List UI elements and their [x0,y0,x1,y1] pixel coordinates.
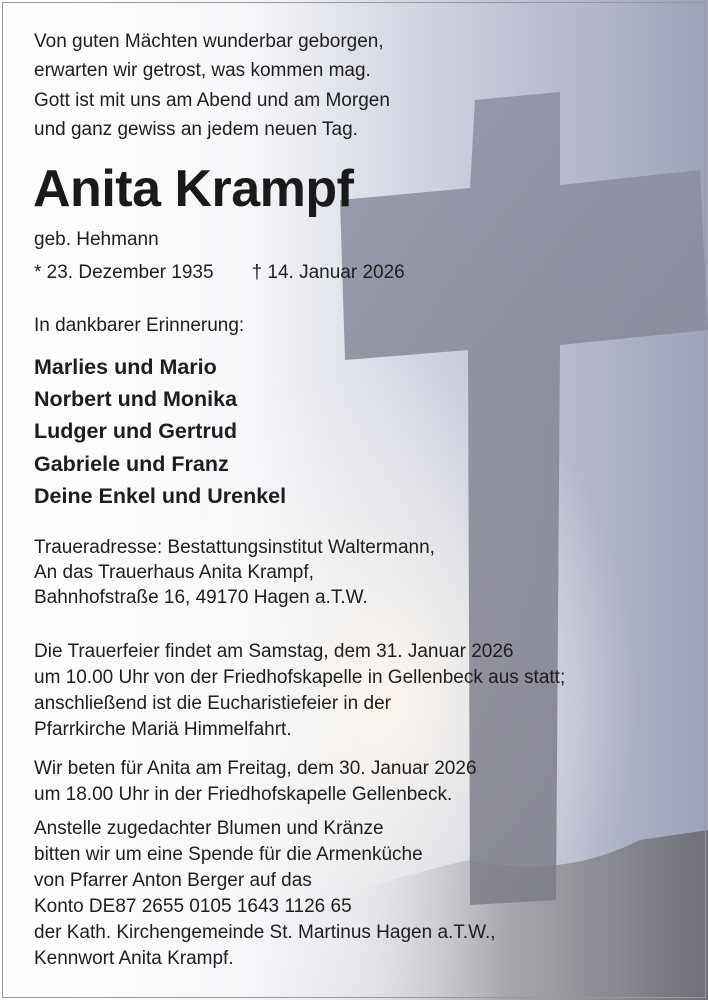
poem-line: und ganz gewiss an jedem neuen Tag. [34,119,358,140]
mourner: Norbert und Monika [34,387,238,411]
funeral-line: um 10.00 Uhr von der Friedhofskapelle in Gellenbeck aus statt; [34,667,566,688]
funeral-line: anschließend ist die Eucharistiefeier in der [34,693,391,714]
donation-line: der Kath. Kirchengemeinde St. Martinus Hagen a.T.W., [34,922,496,943]
prayer-line: Wir beten für Anita am Freitag, dem 30. Januar 2026 [34,758,477,779]
death-date: † 14. Januar 2026 [251,262,405,283]
mourner: Gabriele und Franz [34,452,229,476]
funeral-line: Pfarrkirche Mariä Himmelfahrt. [34,719,292,740]
donation-line: Anstelle zugedachter Blumen und Kränze [34,818,384,839]
donation-line: von Pfarrer Anton Berger auf das [34,870,312,891]
remembrance-intro: In dankbarer Erinnerung: [34,315,245,336]
mourner: Deine Enkel und Urenkel [34,484,287,508]
poem-line: Von guten Mächten wunderbar geborgen, [34,31,384,52]
donation-line: Kennwort Anita Krampf. [34,948,234,969]
mourner: Marlies und Mario [34,355,217,379]
address-line: An das Trauerhaus Anita Krampf, [34,562,314,583]
deceased-name: Anita Krampf [33,160,354,218]
donation-line: bitten wir um eine Spende für die Armenküche [34,844,423,865]
poem-line: Gott ist mit uns am Abend und am Morgen [34,90,390,111]
address-line: Bahnhofstraße 16, 49170 Hagen a.T.W. [34,587,368,608]
funeral-line: Die Trauerfeier findet am Samstag, dem 31. Januar 2026 [34,641,514,662]
prayer-line: um 18.00 Uhr in der Friedhofskapelle Gellenbeck. [34,784,453,805]
poem-line: erwarten wir getrost, was kommen mag. [34,60,371,81]
life-dates [34,260,405,286]
birth-date: * 23. Dezember 1935 [34,262,214,283]
address-line: Traueradresse: Bestattungsinstitut Waltermann, [34,537,435,558]
donation-line: Konto DE87 2655 0105 1643 1126 65 [34,896,352,917]
mourner: Ludger und Gertrud [34,419,238,443]
maiden-name: geb. Hehmann [34,229,159,250]
